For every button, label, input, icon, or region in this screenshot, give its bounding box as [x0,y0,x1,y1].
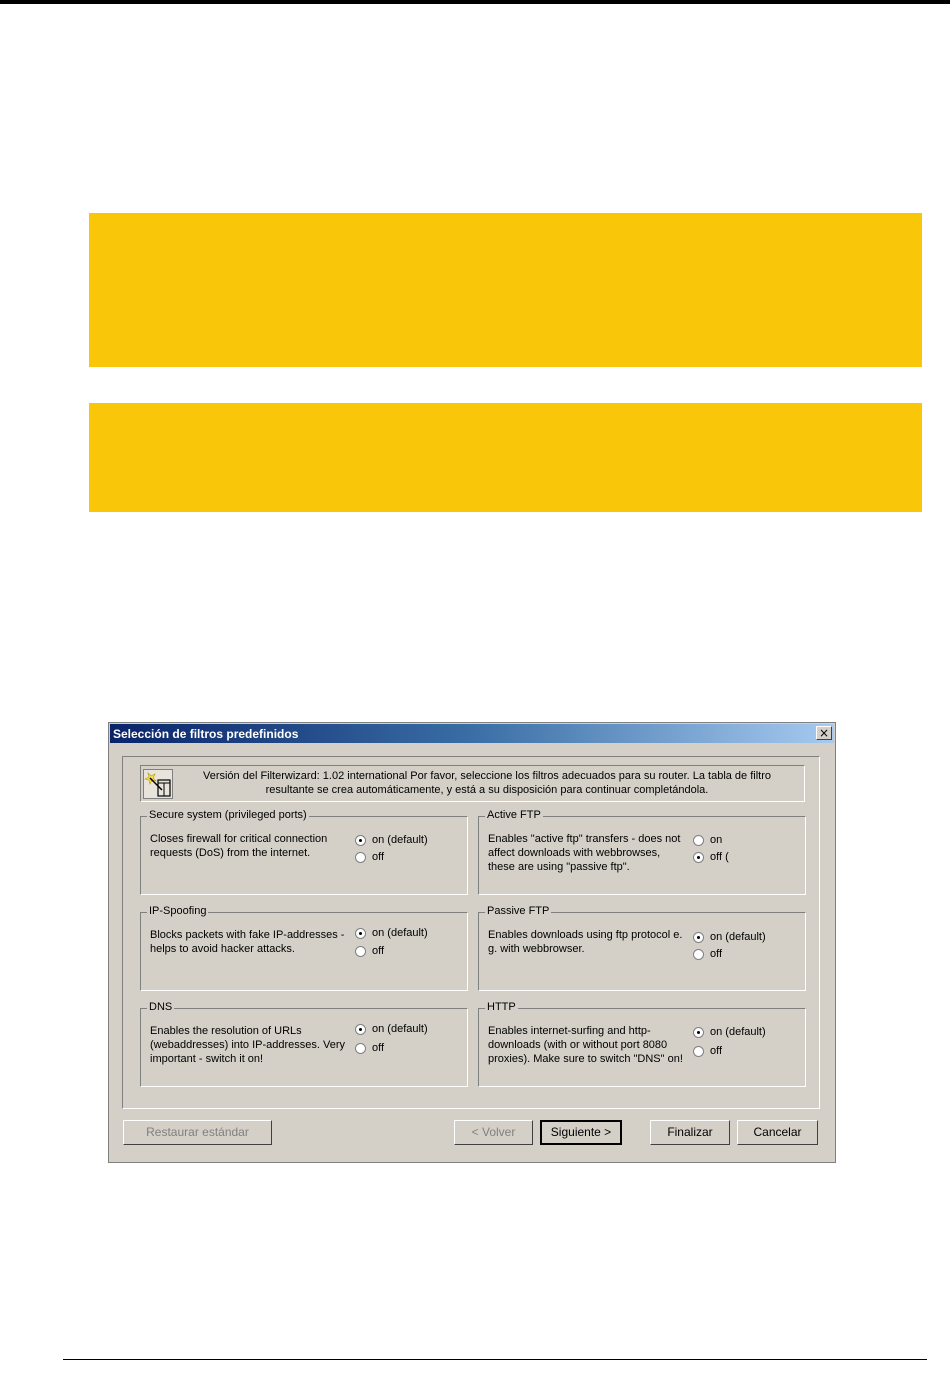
finish-button[interactable]: Finalizar [650,1120,730,1145]
close-button[interactable] [816,726,832,740]
bottom-rule [63,1359,927,1360]
radio-off[interactable] [693,851,729,863]
radio-on[interactable] [693,1026,766,1038]
radio-off-label: off [372,851,385,863]
filter-wizard-icon [143,769,173,799]
radio-off[interactable] [355,945,384,957]
restore-defaults-button[interactable]: Restaurar estándar [123,1120,272,1145]
highlight-band-2 [89,403,922,512]
radio-on-label: on (default) [710,1026,766,1038]
close-icon: × [818,726,830,740]
group-dns [140,1001,468,1087]
radio-off[interactable] [355,851,384,863]
radio-on[interactable] [355,1023,428,1035]
radio-on-label: on (default) [372,1023,428,1035]
radio-checked-icon[interactable] [355,928,366,939]
radio-off-label: off [710,948,723,960]
group-description: Enables downloads using ftp protocol e. g. with webbrowser. [488,929,683,955]
info-line-1: Versión del Filterwizard: 1.02 international Por favor, seleccione los filtros adecuados para su router. La tabla de filtro [202,770,772,782]
group-passive-ftp [478,905,806,991]
radio-unchecked-icon[interactable] [693,1046,704,1057]
group-secure-system [140,809,468,895]
group-label: HTTP [487,1001,516,1013]
radio-unchecked-icon[interactable] [693,835,704,846]
group-label: DNS [149,1001,173,1013]
radio-off[interactable] [693,948,722,960]
radio-unchecked-icon[interactable] [355,1043,366,1054]
radio-on[interactable] [693,931,766,943]
radio-checked-icon[interactable] [693,1027,704,1038]
radio-unchecked-icon[interactable] [355,852,366,863]
group-active-ftp [478,809,806,895]
radio-checked-icon[interactable] [693,852,704,863]
cancel-button[interactable]: Cancelar [737,1120,818,1145]
radio-on[interactable] [355,834,428,846]
filter-selection-dialog [108,722,836,1163]
dialog-title: Selección de filtros predefinidos [113,727,299,741]
group-description: Closes firewall for critical connection requests (DoS) from the internet. [150,833,328,859]
group-label: IP-Spoofing [149,905,207,917]
radio-checked-icon[interactable] [355,835,366,846]
radio-on-label: on (default) [710,931,766,943]
radio-checked-icon[interactable] [693,932,704,943]
radio-on-label: on (default) [372,834,428,846]
radio-on[interactable] [355,927,428,939]
radio-off[interactable] [693,1045,722,1057]
group-ip-spoofing [140,905,468,991]
next-button[interactable]: Siguiente > [540,1120,622,1145]
radio-off-label: off [372,945,385,957]
radio-off-label: off [372,1042,385,1054]
group-description: Enables "active ftp" transfers - does not affect downloads with webbrowses, these are using "passive ftp". [488,833,681,873]
group-description: Enables internet-surfing and http-downloads (with or without port 8080 proxies). Make sure to switch "DNS" on! [488,1025,683,1065]
back-button[interactable]: < Volver [454,1120,533,1145]
info-box [140,765,805,802]
radio-off[interactable] [355,1042,384,1054]
info-text [177,769,797,797]
radio-on[interactable] [693,834,722,846]
group-description: Blocks packets with fake IP-addresses - helps to avoid hacker attacks. [150,929,345,955]
info-line-2: resultante se crea automáticamente, y está a su disposición para continuar completándola. [265,784,709,796]
radio-checked-icon[interactable] [355,1024,366,1035]
top-rule [0,0,950,4]
radio-off-label: off [710,1045,723,1057]
group-label: Secure system (privileged ports) [149,809,307,821]
radio-on-label: on (default) [372,927,428,939]
group-description: Enables the resolution of URLs (webaddresses) into IP-addresses. Very important - switch it on! [150,1025,346,1065]
highlight-band-1 [89,213,922,367]
group-http [478,1001,806,1087]
radio-unchecked-icon[interactable] [355,946,366,957]
radio-on-label: on [710,834,723,846]
radio-off-label: off ( [710,851,729,863]
radio-unchecked-icon[interactable] [693,949,704,960]
group-label: Passive FTP [487,905,550,917]
title-bar[interactable] [110,724,834,743]
group-label: Active FTP [487,809,541,821]
